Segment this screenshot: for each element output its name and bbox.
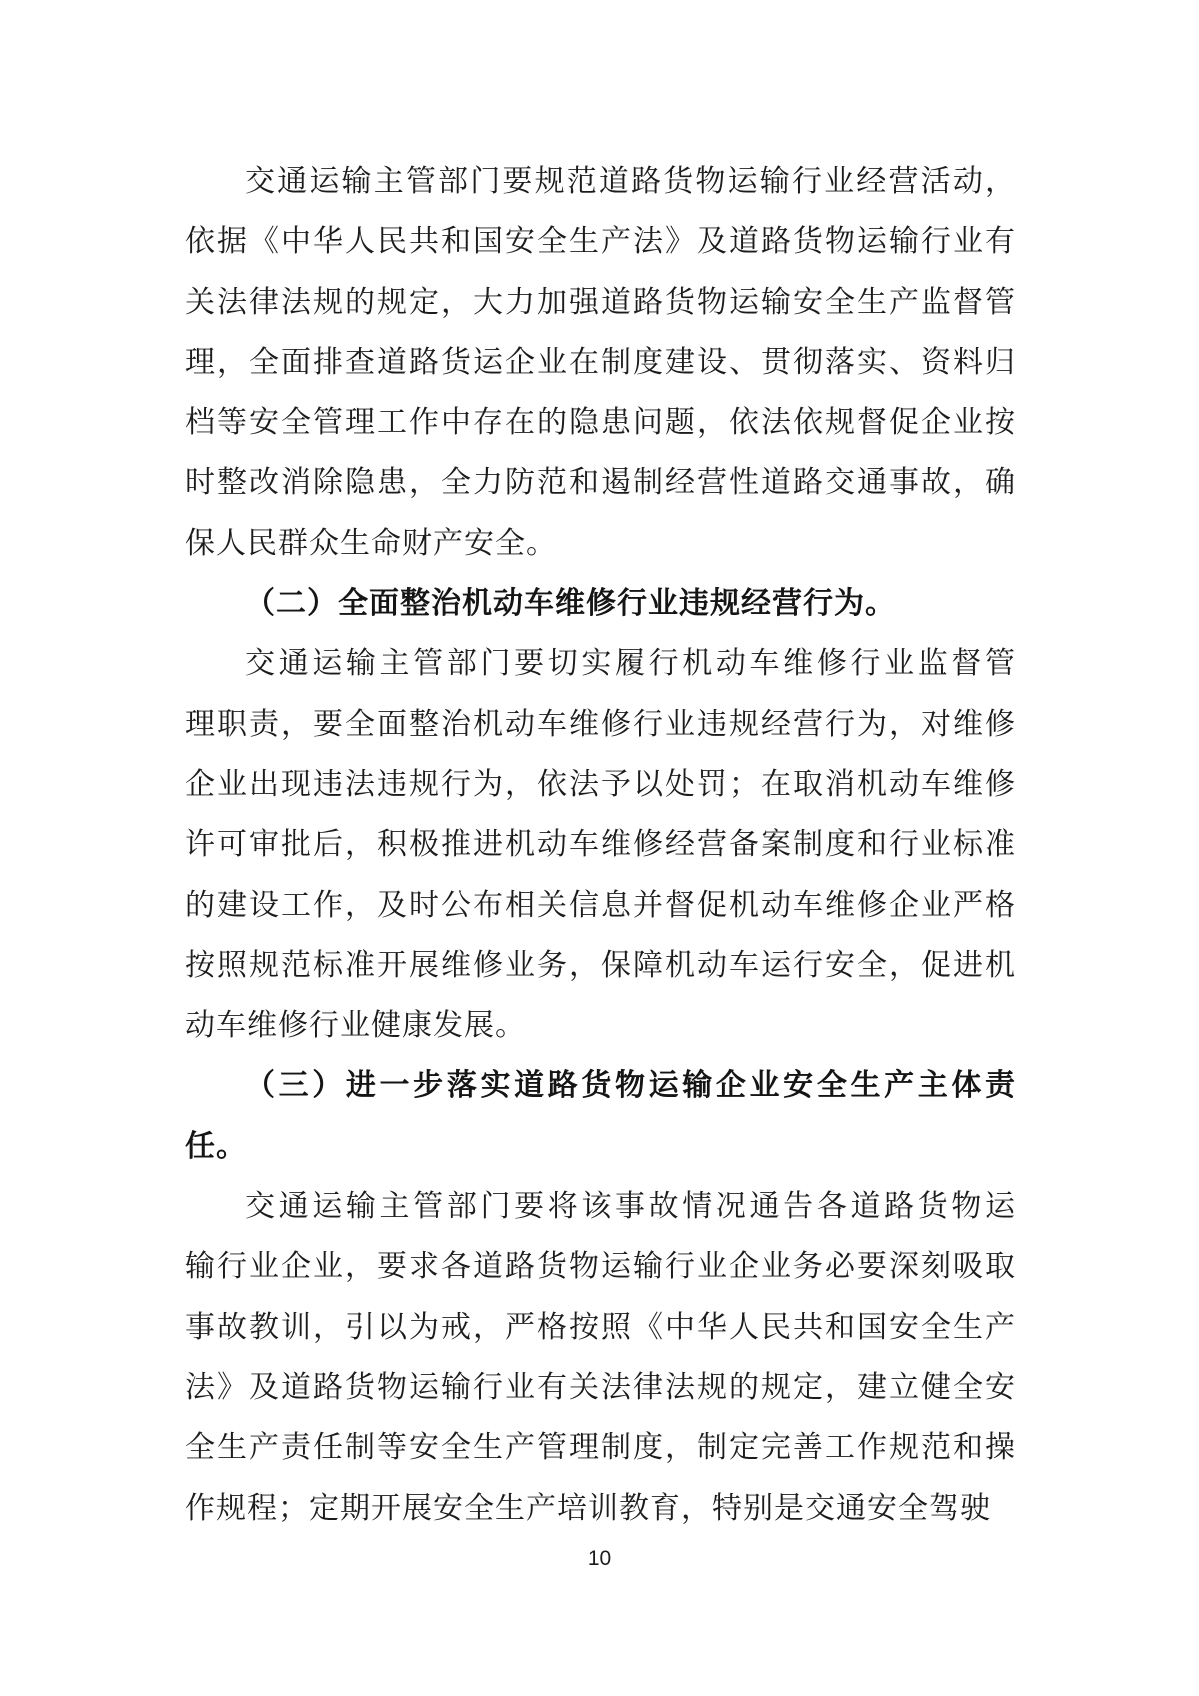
text-line: 的建设工作，及时公布相关信息并督促机动车维修企业严格 xyxy=(185,888,1016,922)
text-line: 理，全面排查道路货运企业在制度建设、贯彻落实、资料归 xyxy=(185,345,1016,379)
text-line: 全生产责任制等安全生产管理制度，制定完善工作规范和操 xyxy=(185,1431,1016,1465)
text-line: 法》及道路货物运输行业有关法律法规的规定，建立健全安 xyxy=(185,1370,1016,1404)
body-paragraph xyxy=(185,152,1016,574)
text-line: 关法律法规的规定，大力加强道路货物运输安全生产监督管 xyxy=(185,285,1016,319)
body-paragraph xyxy=(185,1177,1016,1539)
section-heading xyxy=(185,574,1016,634)
text-line: 保人民群众生命财产安全。 xyxy=(185,526,557,560)
text-line: 依据《中华人民共和国安全生产法》及道路货物运输行业有 xyxy=(185,225,1016,259)
page-number: 10 xyxy=(587,1547,612,1570)
section-heading xyxy=(185,1056,1016,1177)
text-line: 理职责，要全面整治机动车维修行业违规经营行为，对维修 xyxy=(185,707,1016,741)
text-line: 动车维修行业健康发展。 xyxy=(185,1009,526,1043)
text-line: 事故教训，引以为戒，严格按照《中华人民共和国安全生产 xyxy=(185,1310,1016,1344)
text-line: 交通运输主管部门要将该事故情况通告各道路货物运 xyxy=(245,1190,1016,1224)
text-line: 任。 xyxy=(185,1129,247,1163)
text-block xyxy=(185,152,1016,1539)
body-paragraph xyxy=(185,634,1016,1056)
text-line: 作规程；定期开展安全生产培训教育，特别是交通安全驾驶 xyxy=(185,1491,991,1525)
text-line: （三）进一步落实道路货物运输企业安全生产主体责 xyxy=(245,1069,1016,1103)
text-line: 企业出现违法违规行为，依法予以处罚；在取消机动车维修 xyxy=(185,767,1016,801)
text-line: 时整改消除隐患，全力防范和遏制经营性道路交通事故，确 xyxy=(185,466,1016,500)
text-line: 交通运输主管部门要规范道路货物运输行业经营活动， xyxy=(245,165,1016,198)
text-line: 交通运输主管部门要切实履行机动车维修行业监督管 xyxy=(245,647,1016,681)
text-line: 档等安全管理工作中存在的隐患问题，依法依规督促企业按 xyxy=(185,406,1016,440)
text-line: 输行业企业，要求各道路货物运输行业企业务必要深刻吸取 xyxy=(185,1250,1016,1284)
text-line: 按照规范标准开展维修业务，保障机动车运行安全，促进机 xyxy=(185,948,1016,982)
text-line: 许可审批后，积极推进机动车维修经营备案制度和行业标准 xyxy=(185,828,1016,862)
text-line: （二）全面整治机动车维修行业违规经营行为。 xyxy=(245,587,896,621)
